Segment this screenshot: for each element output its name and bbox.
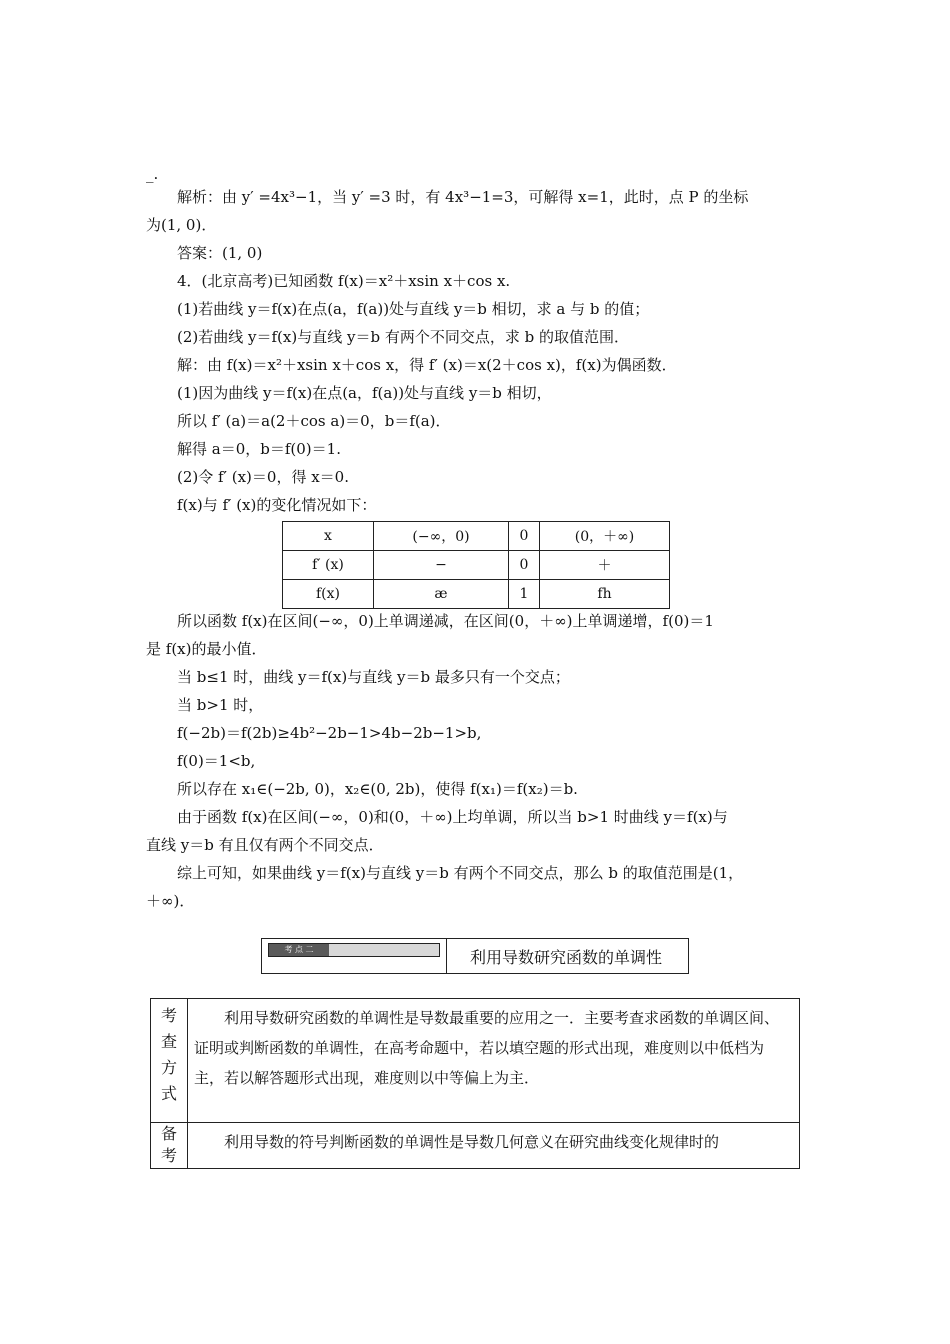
table-row <box>283 551 670 580</box>
table-cell: f′ (x) <box>283 551 374 580</box>
solution-line: 当 b>1 时， <box>177 696 264 714</box>
table-cell: fh <box>540 580 670 609</box>
solution-line: f(x)与 f′ (x)的变化情况如下： <box>177 496 377 514</box>
solution-line: 所以 f′ (a)＝a(2＋cos a)＝0，b＝f(a)． <box>177 412 451 430</box>
problem-4-part-2: (2)若曲线 y＝f(x)与直线 y＝b 有两个不同交点，求 b 的取值范围． <box>177 328 629 346</box>
table-row <box>283 580 670 609</box>
line-fragment: _. <box>146 165 159 183</box>
solution-line: 所以存在 x₁∈(−2b, 0)，x₂∈(0, 2b)，使得 f(x₁)＝f(x₂)＝b. <box>177 780 578 798</box>
conclusion-line-cont: 是 f(x)的最小值． <box>146 640 267 658</box>
table-row <box>151 999 800 1123</box>
table-cell: x <box>283 522 374 551</box>
analysis-line-cont: 为(1, 0)． <box>146 216 217 234</box>
table-cell: ＋ <box>540 551 670 580</box>
summary-line: 综上可知，如果曲线 y＝f(x)与直线 y＝b 有两个不同交点，那么 b 的取值范围是(1， <box>177 864 744 882</box>
exam-info-table <box>150 998 800 1169</box>
problem-4-part-1: (1)若曲线 y＝f(x)在点(a，f(a))处与直线 y＝b 相切，求 a 与 b 的值； <box>177 300 650 318</box>
section-banner <box>261 938 689 974</box>
table-row <box>151 1123 800 1169</box>
table-cell: æ <box>374 580 509 609</box>
table-cell: 0 <box>509 522 540 551</box>
table-cell: 0 <box>509 551 540 580</box>
solution-line-cont: 直线 y＝b 有且仅有两个不同交点． <box>146 836 384 854</box>
answer-line: 答案：(1, 0) <box>177 244 263 262</box>
section-tag <box>268 943 440 957</box>
exam-method-label: 考 查 方 式 <box>151 999 188 1123</box>
prep-label: 备 考 <box>151 1123 188 1169</box>
table-cell: (−∞，0) <box>374 522 509 551</box>
solution-line: f(0)＝1<b, <box>177 752 256 770</box>
solution-line: 解得 a＝0，b＝f(0)＝1. <box>177 440 341 458</box>
table-cell: 1 <box>509 580 540 609</box>
summary-line-cont: ＋∞)． <box>146 892 195 910</box>
solution-line: 解：由 f(x)＝x²＋xsin x＋cos x，得 f′ (x)＝x(2＋cos x)，f(x)为偶函数． <box>177 356 677 374</box>
section-tag-label: 考 点 二 <box>269 944 329 956</box>
problem-4-statement: 4．(北京高考)已知函数 f(x)＝x²＋xsin x＋cos x. <box>177 272 511 290</box>
solution-line: 当 b≤1 时，曲线 y＝f(x)与直线 y＝b 最多只有一个交点； <box>177 668 570 686</box>
conclusion-line: 所以函数 f(x)在区间(−∞，0)上单调递减，在区间(0，＋∞)上单调递增，f(0)＝1 <box>177 612 714 630</box>
solution-line: 由于函数 f(x)在区间(−∞，0)和(0，＋∞)上均单调，所以当 b>1 时曲线 y＝f(x)与 <box>177 808 728 826</box>
exam-method-text: 利用导数研究函数的单调性是导数最重要的应用之一．主要考查求函数的单调区间、证明或判断函数的单调性，在高考命题中，若以填空题的形式出现，难度则以中低档为主，若以解答题形式出现，难度则以中等偏上为主． <box>188 999 800 1123</box>
solution-line: f(−2b)＝f(2b)≥4b²−2b−1>4b−2b−1>b, <box>177 724 482 742</box>
solution-line: (2)令 f′ (x)＝0，得 x＝0. <box>177 468 349 486</box>
analysis-line: 解析：由 y′ =4x³−1，当 y′ =3 时，有 4x³−1=3，可解得 x=1，此时，点 P 的坐标 <box>177 188 749 206</box>
solution-line: (1)因为曲线 y＝f(x)在点(a，f(a))处与直线 y＝b 相切， <box>177 384 552 402</box>
prep-text: 利用导数的符号判断函数的单调性是导数几何意义在研究曲线变化规律时的 <box>188 1123 800 1169</box>
table-cell: − <box>374 551 509 580</box>
table-cell: (0，＋∞) <box>540 522 670 551</box>
section-title: 利用导数研究函数的单调性 <box>470 948 663 967</box>
table-row <box>283 522 670 551</box>
banner-divider <box>446 939 447 973</box>
table-cell: f(x) <box>283 580 374 609</box>
variation-table <box>282 521 670 609</box>
